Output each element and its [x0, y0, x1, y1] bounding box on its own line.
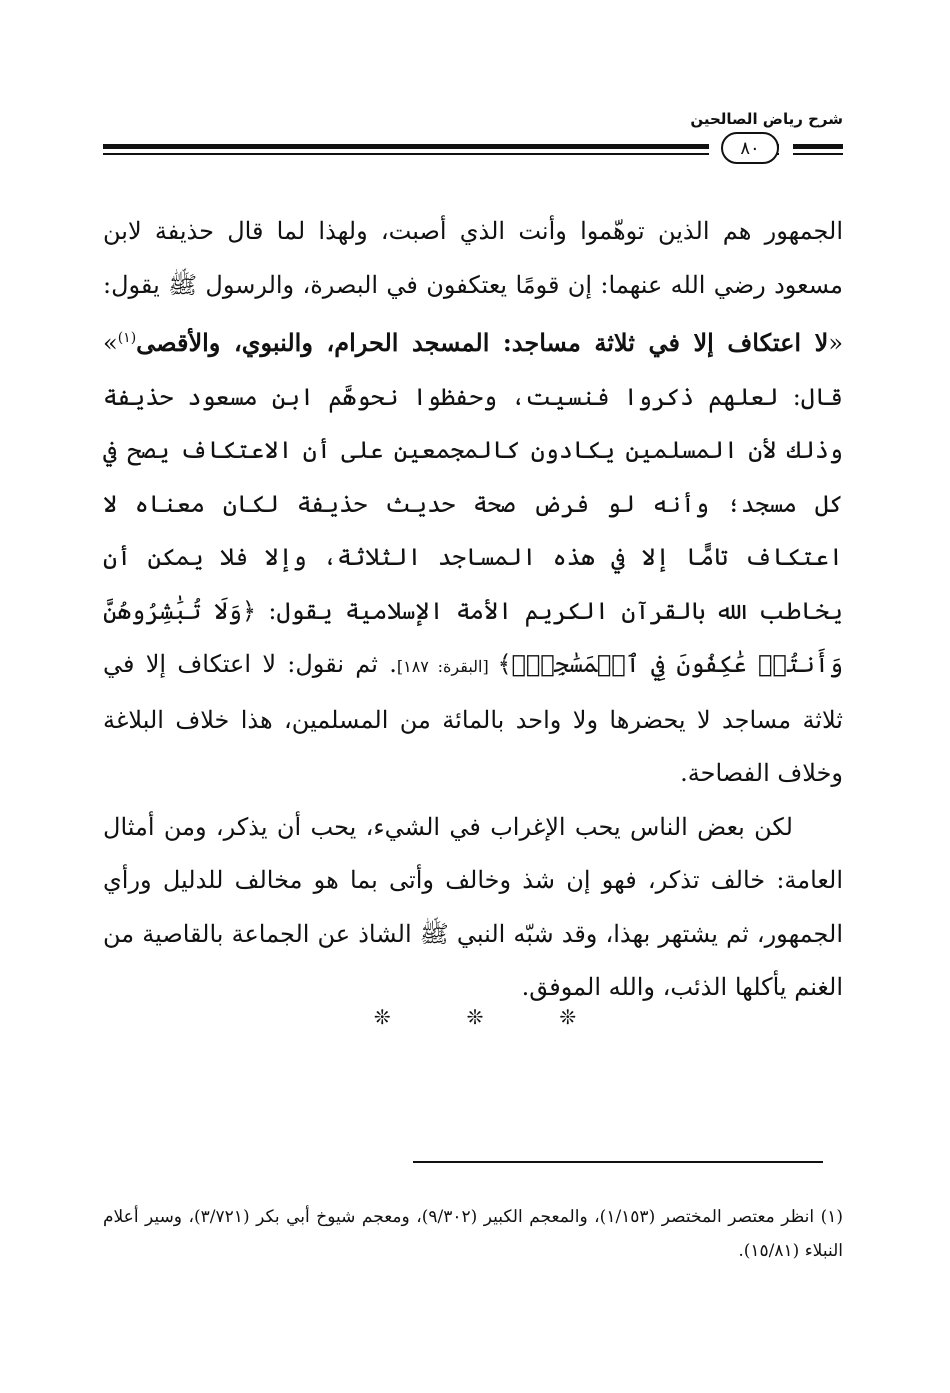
paragraph-2: لكن بعض الناس يحب الإغراب في الشيء، يحب أن يذكر، ومن أمثال العامة: خالف تذكر، فهو إن شذ وخالف وأتى بما هو مخالف للدليل ورأي الجمهور، ثم يشتهر بهذا، وقد شبّه النبي ﷺ الشاذ عن الجماعة بالقاصية من الغنم يأكلها الذئب، والله الموفق. — [103, 812, 843, 1001]
page-number — [721, 132, 779, 164]
verse-reference: [البقرة: ١٨٧] — [396, 657, 498, 676]
hadith-quote: لا اعتكاف إلا في ثلاثة مساجد: المسجد الحرام، والنبوي، والأقصى — [136, 328, 829, 357]
separator-star-icon: ❊ — [373, 1005, 391, 1029]
paragraph-1-text-a: الجمهور هم الذين توهّموا وأنت الذي أصبت، ولهذا لما قال حذيفة لابن مسعود رضي الله عنهما: إن قومًا يعتكفون في البصرة، والرسول ﷺ يقول: « — [103, 217, 844, 357]
paragraph-1 — [103, 205, 843, 801]
separator-star-icon: ❊ — [466, 1005, 484, 1029]
separator-star-icon: ❊ — [559, 1005, 577, 1029]
book-title: شرح رياض الصالحين — [690, 110, 843, 128]
footnote-divider — [413, 1161, 823, 1163]
footnotes — [103, 1200, 843, 1268]
page-number-text: ٨٠ — [740, 137, 760, 159]
quran-verse: ﴿وَلَا تُبَٰشِرُوهُنَّ وَأَنتُمۡ عَٰكِفُونَ فِي ٱلۡمَسَٰجِدِۗ﴾ — [103, 596, 844, 678]
paragraph-1-text-c: . ثم نقول: لا اعتكاف إلا في ثلاثة مساجد لا يحضرها ولا واحد بالمائة من المسلمين، هذا خلاف البلاغة وخلاف الفصاحة. — [103, 650, 843, 787]
section-separator — [0, 1005, 950, 1029]
paragraph-1-text-b: » قال: لعلهم ذكروا فنسيت، وحفظوا نحوهَّم ابن مسعود حذيفة وذلك لأن المسلمين يكادون كالمجمعين على أن الاعتكاف يصح في كل مسجد؛ وأنه لو فرض صحة حديث حذيفة لكان معناه لا اعتكاف تامًّا إلا في هذه المساجد الثلاثة، وإلا فلا يمكن أن يخاطب الله بالقرآن الكريم الأمة الإسلامية يقول: — [103, 329, 843, 625]
footnote-marker: (١) — [117, 330, 137, 346]
footnote-1: (١) انظر معتصر المختصر (١/١٥٣)، والمعجم الكبير (٩/٣٠٢)، ومعجم شيوخ أبي بكر (٣/٧٢١)، وسير أعلام النبلاء (١٥/٨١). — [103, 1207, 844, 1261]
page-number-gap-right — [779, 143, 793, 157]
main-text — [103, 205, 843, 1015]
page-header — [103, 110, 843, 190]
